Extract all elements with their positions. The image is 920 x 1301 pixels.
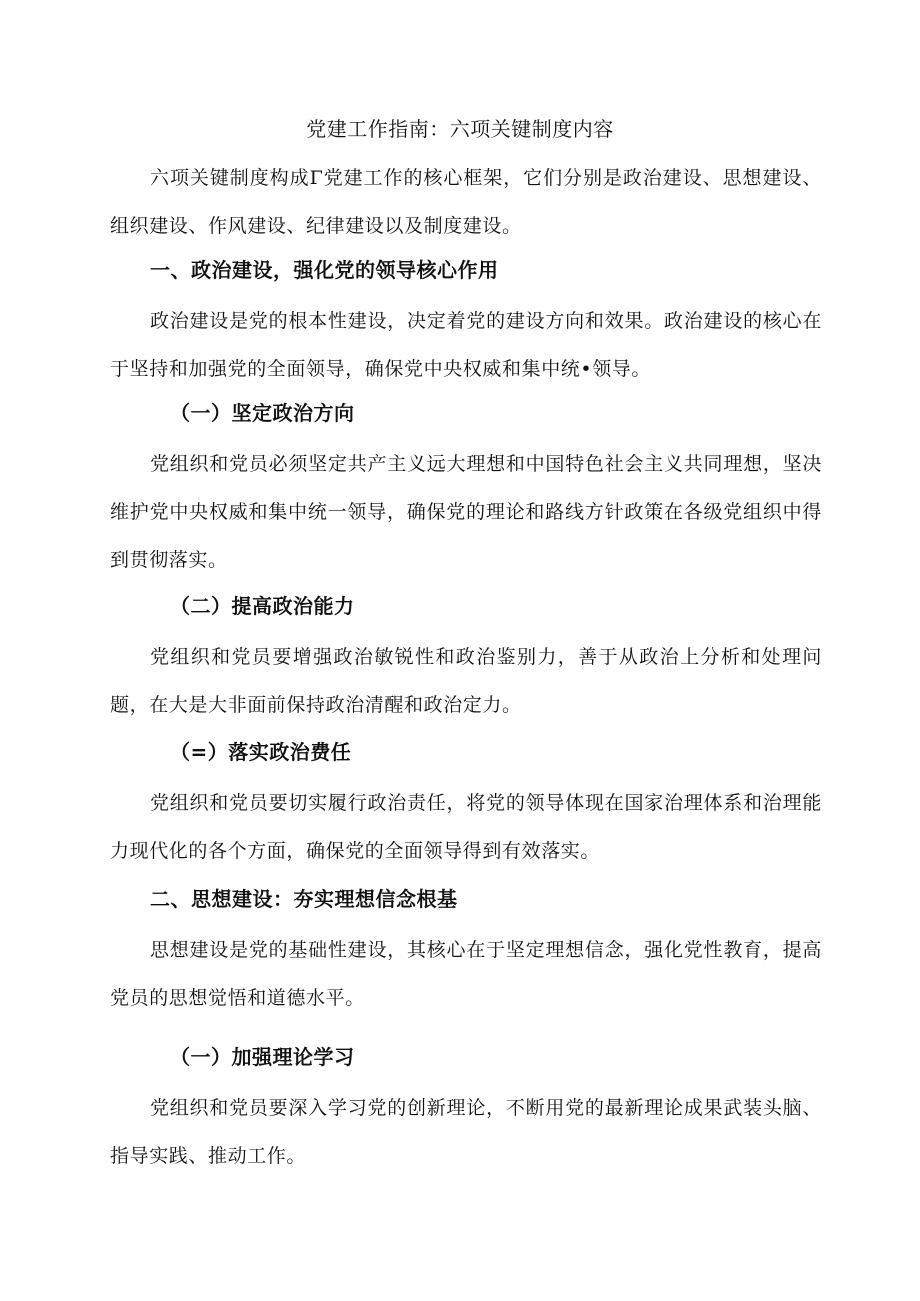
page-title: 党建工作指南：六项关键制度内容 bbox=[306, 117, 614, 141]
section-2-body: 思想建设是党的基础性建设，其核心在于坚定理想信念，强化党性教育，提高党员的思想觉悟和道德水平。 bbox=[110, 939, 822, 1009]
section-1-heading: 一、政治建设，强化党的领导核心作用 bbox=[150, 258, 499, 282]
section-2-sub-1-heading: （一）加强理论学习 bbox=[170, 1045, 355, 1069]
section-1-sub-2-body: 党组织和党员要增强政治敏锐性和政治鉴别力，善于从政治上分析和处理问题，在大是大非面前保持政治清醒和政治定力。 bbox=[110, 646, 822, 716]
section-1-sub-3-body: 党组织和党员要切实履行政治责任，将党的领导体现在国家治理体系和治理能力现代化的各个方面，确保党的全面领导得到有效落实。 bbox=[110, 792, 822, 862]
section-1-sub-3-heading: （=）落实政治费任 bbox=[170, 740, 352, 764]
section-2-sub-1-body: 党组织和党员要深入学习党的创新理论，不断用党的最新理论成果武装头脑、指导实践、推动工作。 bbox=[110, 1097, 822, 1167]
section-2-heading: 二、思想建设：夯实理想信念根基 bbox=[150, 887, 458, 911]
section-1-sub-1-heading: （一）坚定政治方向 bbox=[170, 401, 355, 425]
section-1-sub-1-body: 党组织和党员必须坚定共产主义远大理想和中国特色社会主义共同理想，坚决维护党中央权威和集中统一领导，确保党的理论和路线方针政策在各级党组织中得到贯彻落实。 bbox=[110, 453, 822, 571]
intro-paragraph: 六项关键制度构成Γ党建工作的核心框架，它们分别是政治建设、思想建设、组织建设、作风建设、纪律建设以及制度建设。 bbox=[110, 167, 822, 237]
section-1-body: 政治建设是党的根本性建设，决定着党的建设方向和效果。政治建设的核心在于坚持和加强党的全面领导，确保党中央权威和集中统•领导。 bbox=[110, 310, 822, 380]
section-1-sub-2-heading: （二）提高政治能力 bbox=[170, 594, 355, 618]
